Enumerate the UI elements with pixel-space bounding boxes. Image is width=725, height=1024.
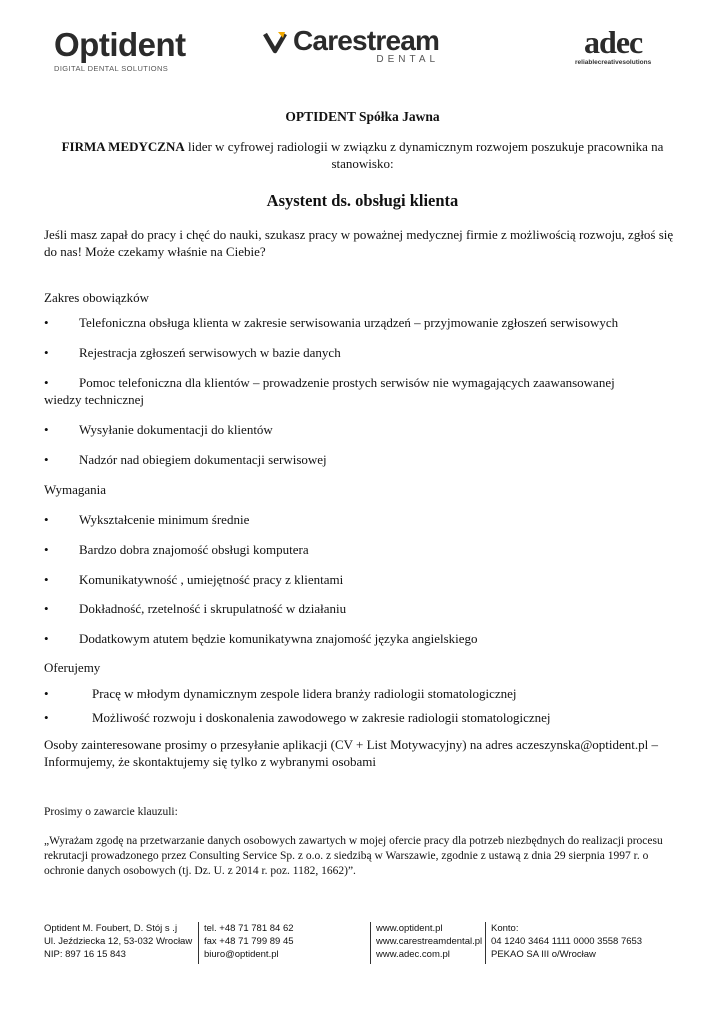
footer-bank-account: Konto: 04 1240 3464 1111 0000 3558 7653 PEKAO SA III o/Wrocław (491, 923, 643, 960)
bullet-icon: • (44, 315, 49, 330)
bullet-icon: • (44, 375, 49, 390)
bullet-icon: • (44, 601, 49, 616)
optident-logo-tagline: DIGITAL DENTAL SOLUTIONS (54, 64, 169, 73)
carestream-mark-icon (262, 29, 288, 55)
requirements-heading: Wymagania (44, 482, 107, 497)
bullet-icon: • (44, 686, 49, 701)
apply-paragraph: Osoby zainteresowane prosimy o przesyłanie aplikacji (CV + List Motywacyjny) na adres aczeszynska@optident.pl – Informujemy, że skontaktujemy się tylko z wybranymi osobami (44, 737, 659, 769)
carestream-logo-tagline: DENTAL (376, 54, 440, 65)
adec-logo-tagline: reliablecreativesolutions (575, 59, 652, 66)
optident-logo-wordmark: Optident (54, 26, 186, 63)
bullet-icon: • (44, 512, 49, 527)
footer (44, 922, 684, 966)
clause-intro: Prosimy o zawarcie klauzuli: (44, 806, 178, 818)
footer-divider (370, 922, 371, 964)
position-title: Asystent ds. obsługi klienta (266, 191, 459, 210)
carestream-logo-wordmark: Carestream (293, 25, 440, 56)
bullet-icon: • (44, 422, 49, 437)
footer-divider (485, 922, 486, 964)
clause-text: „Wyrażam zgodę na przetwarzanie danych osobowych zawartych w mojej ofercie pracy dla potrzeb niezbędnych do realizacji procesu rekrutacji prowadzonego przez Consulting Service Sp. z o.o. z siedzibą w Warszawie, zgodnie z ustawą z dnia 29 sierpnia 1997 r. o ochronie danych osobowych (tj. Dz. U. z 2014 r. poz. 1182, 1662)”. (44, 835, 663, 877)
offer-heading: Oferujemy (44, 660, 101, 675)
footer-websites: www.optident.pl www.carestreamdental.pl www.adec.com.pl (376, 923, 483, 960)
lead-paragraph: Jeśli masz zapał do pracy i chęć do nauki, szukasz pracy w poważnej medycznej firmie z możliwością rozwoju, zgłoś się do nas! Może czekamy właśnie na Ciebie? (44, 227, 674, 259)
duty-item: • Pomoc telefoniczna dla klientów – prowadzenie prostych serwisów nie wymagających zaawansowanej wiedzy technicznej (44, 375, 615, 407)
bullet-icon: • (44, 631, 49, 646)
company-name: OPTIDENT Spółka Jawna (285, 109, 440, 124)
adec-logo-wordmark: adec (584, 24, 643, 60)
logo-row (0, 22, 725, 74)
adec-logo (575, 26, 651, 66)
bullet-icon: • (44, 452, 49, 467)
intro-paragraph (44, 138, 681, 172)
carestream-logo (262, 26, 439, 65)
footer-contact: tel. +48 71 781 84 62 fax +48 71 799 89 45 biuro@optident.pl (204, 923, 294, 960)
intro-bold: FIRMA MEDYCZNA (61, 139, 185, 154)
bullet-icon: • (44, 572, 49, 587)
optident-logo (54, 28, 186, 73)
duties-heading: Zakres obowiązków (44, 290, 150, 305)
bullet-icon: • (44, 710, 49, 725)
intro-text: lider w cyfrowej radiologii w związku z dynamicznym rozwojem poszukuje pracownika na stanowisko: (184, 139, 664, 171)
bullet-icon: • (44, 542, 49, 557)
footer-divider (198, 922, 199, 964)
footer-company-info: Optident M. Foubert, D. Stój s .j Ul. Jeździecka 12, 53-032 Wrocław NIP: 897 16 15 843 (44, 923, 193, 960)
bullet-icon: • (44, 345, 49, 360)
